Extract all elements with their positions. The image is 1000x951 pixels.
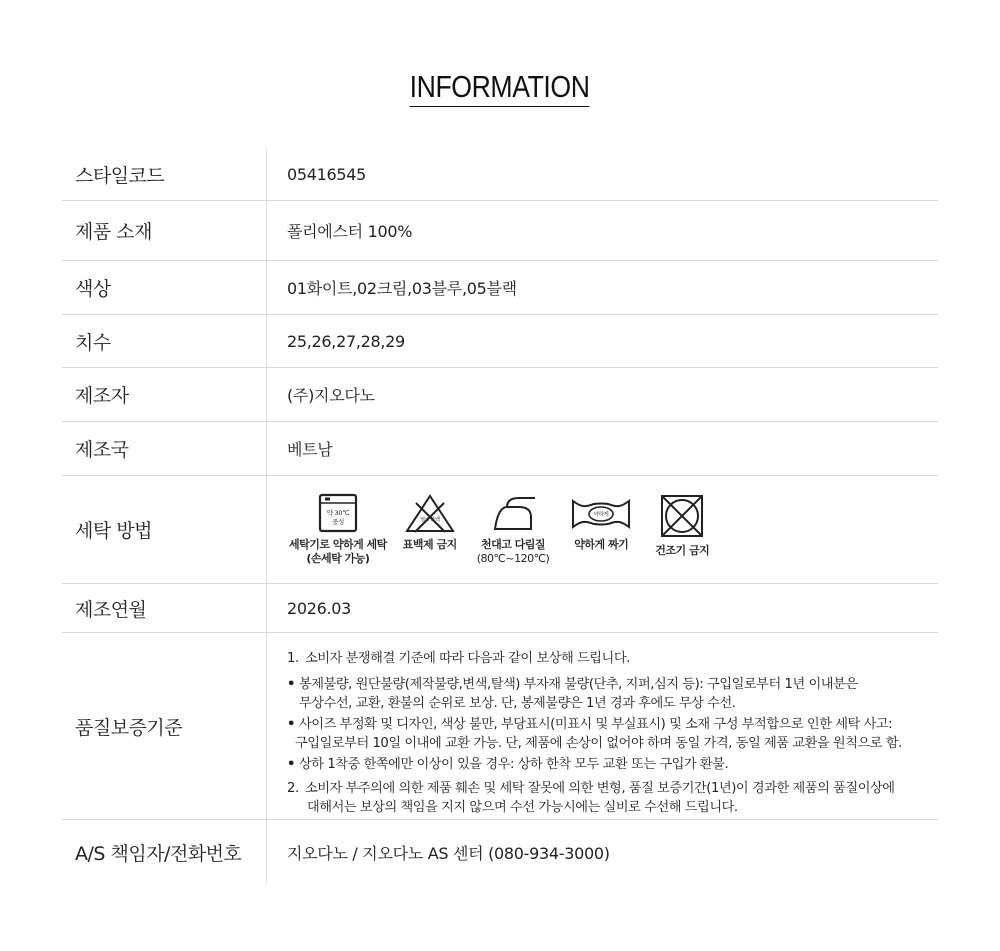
material-value: 폴리에스터 100% (287, 222, 413, 241)
dry-caption: 건조기 금지 (655, 544, 710, 557)
no-tumble-dry-icon (659, 493, 705, 539)
wring-gently-icon (571, 493, 631, 533)
color-label: 색상 (62, 261, 267, 314)
care-icons (289, 493, 721, 566)
no-bleach-icon (404, 493, 456, 533)
row-size (62, 315, 938, 368)
wash-neutral-text: 중성 (331, 518, 344, 526)
color-value: 01화이트,02크림,03블루,05블랙 (287, 279, 517, 298)
washing-value (267, 476, 938, 583)
material-label: 제품 소재 (62, 201, 267, 260)
page-title-wrap (0, 70, 1000, 107)
country-label: 제조국 (62, 422, 267, 475)
bleach-inner-text: 염소 표백 (420, 517, 440, 523)
warranty-item-2 (287, 779, 902, 817)
size-label: 치수 (62, 315, 267, 367)
iron-sub: (80℃~120℃) (476, 552, 550, 565)
date-value: 2026.03 (287, 598, 352, 618)
page-title: INFORMATION (410, 70, 590, 107)
warranty-value (267, 633, 938, 819)
warranty-bullet-1-line-1: 봉제불량, 원단불량(제작불량,변색,탈색) 부자재 불량(단추, 지퍼,심지 등): 구입일로부터 1년 이내분은 (299, 677, 858, 692)
row-material (62, 201, 938, 261)
country-value: 베트남 (287, 440, 333, 459)
bullet-dot: • (287, 757, 295, 772)
wring-caption: 약하게 짜기 (574, 538, 629, 551)
size-value: 25,26,27,28,29 (287, 331, 405, 351)
row-country (62, 422, 938, 476)
care-item-wash (289, 493, 387, 566)
warranty-bullet-1 (287, 675, 902, 713)
wash-temp-text: 약 30℃ (326, 509, 350, 517)
info-table (62, 148, 938, 884)
warranty-item-1-text: 소비자 분쟁해결 기준에 따라 다음과 같이 보상해 드립니다. (305, 651, 630, 666)
care-item-wring (571, 493, 631, 552)
warranty-text (287, 633, 902, 817)
manufacturer-label: 제조자 (62, 368, 267, 421)
warranty-item-2-line-2: 대해서는 보상의 책임을 지지 않으며 수선 가능시에는 실비로 수선해 드립니다. (307, 800, 738, 815)
row-style-code (62, 148, 938, 201)
warranty-item-1 (287, 649, 902, 668)
wring-inner-text: 약하게 (593, 512, 609, 518)
iron-icon (489, 493, 537, 533)
washing-machine-icon (317, 493, 359, 533)
row-color (62, 261, 938, 315)
style-code-value: 05416545 (287, 164, 367, 184)
bleach-caption: 표백제 금지 (402, 538, 457, 551)
warranty-label: 품질보증기준 (62, 633, 267, 819)
care-item-dry (655, 493, 709, 558)
style-code-label: 스타일코드 (62, 148, 267, 200)
washing-label: 세탁 방법 (62, 476, 267, 583)
warranty-item-2-line-1: 소비자 부주의에 의한 제품 훼손 및 세탁 잘못에 의한 변형, 품질 보증기간(1년)이 경과한 제품의 품질이상에 (305, 781, 895, 796)
warranty-bullet-3-line-1: 상하 1착중 한쪽에만 이상이 있을 경우: 상하 한착 모두 교환 또는 구입가 환불. (299, 757, 729, 772)
bullet-dot: • (287, 717, 295, 732)
wash-caption: 세탁기로 약하게 세탁 (289, 538, 387, 551)
wash-sub: (손세탁 가능) (306, 552, 370, 565)
row-date (62, 584, 938, 633)
row-warranty (62, 633, 938, 820)
manufacturer-value: (주)지오다노 (287, 386, 375, 405)
warranty-item-2-num: 2. (287, 781, 299, 796)
warranty-bullet-2-line-2: 구입일로부터 10일 이내에 교환 가능. 단, 제품에 손상이 없어야 하며 동일 가격, 동일 제품 교환을 원칙으로 함. (295, 736, 902, 751)
bullet-dot: • (287, 677, 295, 692)
row-manufacturer (62, 368, 938, 422)
warranty-bullet-2-line-1: 사이즈 부정확 및 디자인, 색상 불만, 부당표시(미표시 및 부실표시) 및 소재 구성 부적합으로 인한 세탁 사고: (299, 717, 893, 732)
warranty-bullet-1-line-2: 무상수선, 교환, 환불의 순위로 보상. 단, 봉제불량은 1년 경과 후에도 무상 수선. (299, 696, 736, 711)
row-washing (62, 476, 938, 584)
as-value: 지오다노 / 지오다노 AS 센터 (080-934-3000) (287, 843, 610, 863)
as-label: A/S 책임자/전화번호 (62, 820, 267, 884)
row-as (62, 820, 938, 884)
iron-caption: 천대고 다림질 (480, 538, 546, 551)
date-label: 제조연월 (62, 584, 267, 632)
warranty-item-1-num: 1. (287, 651, 299, 666)
care-item-iron (477, 493, 550, 566)
warranty-bullet-2 (287, 715, 902, 753)
care-item-bleach (403, 493, 457, 552)
warranty-bullet-3 (287, 755, 902, 774)
